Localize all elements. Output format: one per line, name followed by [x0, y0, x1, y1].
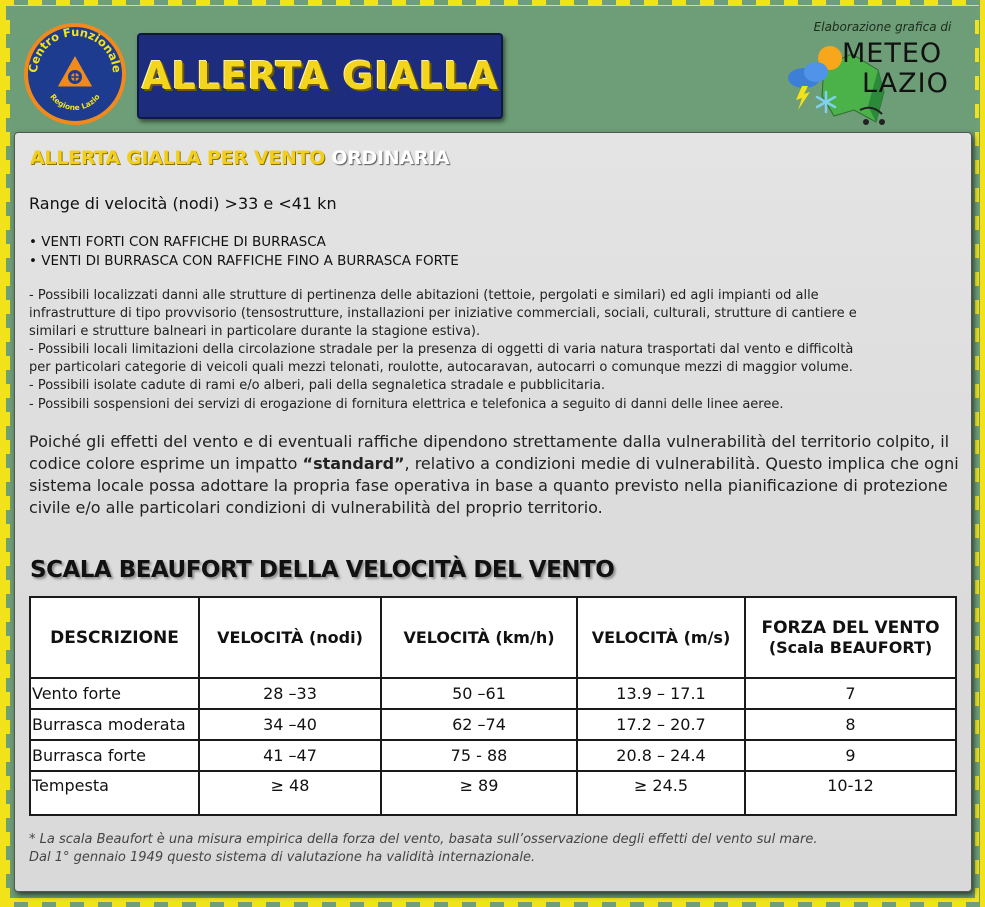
- footnote-line: Dal 1° gennaio 1949 questo sistema di valutazione ha validità internazionale.: [29, 850, 536, 865]
- alert-heading-main: ALLERTA GIALLA PER VENTO: [30, 147, 326, 169]
- cell-description: Burrasca forte: [30, 740, 199, 771]
- beaufort-title: SCALA BEAUFORT DELLA VELOCITÀ DEL VENTO: [30, 557, 615, 583]
- cell-description: Burrasca moderata: [30, 709, 199, 740]
- table-header-row: [30, 597, 956, 678]
- logo-top-text: Centro Funzionale: [25, 24, 125, 74]
- alert-title-box: [137, 33, 503, 119]
- cell-knots: ≥ 48: [199, 771, 381, 815]
- cell-force: 7: [745, 678, 956, 709]
- table-row: [30, 771, 956, 815]
- cell-ms: 17.2 – 20.7: [577, 709, 745, 740]
- alert-heading: [30, 147, 449, 169]
- bullet-item: • VENTI FORTI CON RAFFICHE DI BURRASCA: [29, 234, 326, 250]
- effects-line: infrastrutture di tipo provvisorio (tensostrutture, installazioni per iniziative commerciali, sociali, culturali, strutture di cantiere e: [29, 306, 857, 322]
- cell-kmh: ≥ 89: [381, 771, 577, 815]
- header-knots: VELOCITÀ (nodi): [199, 597, 381, 678]
- content-panel: [14, 132, 972, 892]
- bullet-item: • VENTI DI BURRASCA CON RAFFICHE FINO A BURRASCA FORTE: [29, 253, 459, 269]
- graphics-credit: Elaborazione grafica di: [813, 20, 952, 34]
- paragraph-part-2: , relativo a condizioni medie di vulnerabilità. Questo implica che ogni sistema locale possa adottare la propria fase operativa in base a quanto previsto nella pianificazione di protezione civile e/o alle particolari condizioni di vulnerabilità del proprio territorio.: [29, 454, 959, 517]
- cell-knots: 34 –40: [199, 709, 381, 740]
- cell-kmh: 62 –74: [381, 709, 577, 740]
- cell-force: 9: [745, 740, 956, 771]
- table-row: [30, 709, 956, 740]
- wind-bullets: [29, 233, 459, 271]
- cell-kmh: 75 - 88: [381, 740, 577, 771]
- centro-funzionale-logo: [23, 22, 127, 126]
- alert-heading-suffix: ORDINARIA: [331, 147, 450, 169]
- effects-line: - Possibili isolate cadute di rami e/o alberi, pali della segnaletica stradale e pubblicitaria.: [29, 378, 606, 394]
- cell-knots: 28 –33: [199, 678, 381, 709]
- beaufort-table: [29, 596, 957, 816]
- cell-description: Vento forte: [30, 678, 199, 709]
- cell-force: 8: [745, 709, 956, 740]
- table-row: [30, 678, 956, 709]
- effects-line: - Possibili localizzati danni alle strutture di pertinenza delle abitazioni (tettoie, pergolati e similari) ed agli impianti od alle: [29, 288, 819, 303]
- cell-ms: 20.8 – 24.4: [577, 740, 745, 771]
- impact-paragraph: [29, 431, 964, 519]
- table-row: [30, 740, 956, 771]
- header-force-line1: FORZA DEL VENTO: [761, 618, 940, 638]
- speed-range: Range di velocità (nodi) >33 e <41 kn: [29, 194, 337, 213]
- header-kmh: VELOCITÀ (km/h): [381, 597, 577, 678]
- header-force-line2: (Scala BEAUFORT): [768, 638, 933, 657]
- logo-bottom-text: Regione Lazio: [48, 92, 102, 113]
- header-force: [745, 597, 956, 678]
- effects-list: [29, 287, 959, 414]
- cell-ms: 13.9 – 17.1: [577, 678, 745, 709]
- header-ms: VELOCITÀ (m/s): [577, 597, 745, 678]
- paragraph-bold: “standard”: [302, 454, 405, 473]
- footnote-line: * La scala Beaufort è una misura empirica della forza del vento, basata sull’osservazione degli effetti del vento sul mare.: [29, 832, 818, 847]
- effects-line: per particolari categorie di veicoli quali mezzi telonati, roulotte, autocaravan, autocarri o comunque mezzi di maggior volume.: [29, 360, 853, 376]
- cell-description: Tempesta: [30, 771, 199, 815]
- header-description: DESCRIZIONE: [30, 597, 199, 678]
- brand-lazio: LAZIO: [862, 68, 949, 99]
- cell-force: 10-12: [745, 771, 956, 815]
- alert-title: ALLERTA GIALLA: [141, 54, 499, 98]
- cell-kmh: 50 –61: [381, 678, 577, 709]
- effects-line: - Possibili sospensioni dei servizi di erogazione di fornitura elettrica e telefonica a seguito di danni delle linee aeree.: [29, 396, 784, 412]
- effects-line: - Possibili locali limitazioni della circolazione stradale per la presenza di oggetti di varia natura trasportati dal vento e difficoltà: [29, 342, 854, 358]
- paragraph-part-1: Poiché gli effetti del vento e di eventuali raffiche dipendono strettamente dalla vulnerabilità del territorio colpito, il codice colore esprime un impatto: [29, 432, 950, 473]
- footnote: [29, 831, 959, 867]
- effects-line: similari e strutture balneari in particolare durante la stagione estiva).: [29, 324, 481, 340]
- cell-knots: 41 –47: [199, 740, 381, 771]
- cell-ms: ≥ 24.5: [577, 771, 745, 815]
- meteo-lazio-logo: [782, 36, 967, 128]
- brand-meteo: METEO: [842, 38, 943, 69]
